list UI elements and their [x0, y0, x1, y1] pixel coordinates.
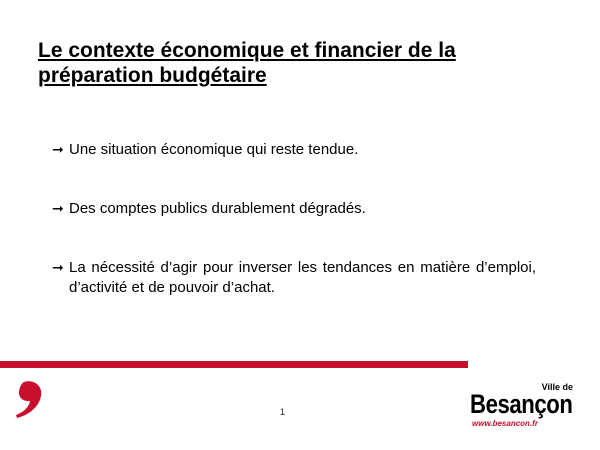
logo-url: www.besancon.fr — [472, 419, 538, 428]
bullet-item — [52, 140, 536, 160]
besancon-logo[interactable] — [468, 382, 583, 432]
page-number: 1 — [280, 407, 286, 417]
footer-red-bar — [0, 361, 468, 368]
slide-title-line-2: préparation budgétaire — [38, 64, 267, 87]
arrow-right-icon: ➞ — [52, 201, 64, 217]
bullet-list — [52, 140, 536, 298]
slide-title-line-1: Le contexte économique et financier de la — [38, 39, 456, 62]
logo-city-name: Besançon — [470, 389, 573, 419]
bullet-text: La nécessité d’agir pour inverser les tendances en matière d’emploi, d’activité et de pouvoir d’achat. — [69, 259, 536, 296]
bullet-text: Une situation économique qui reste tendue. — [69, 141, 359, 158]
arrow-right-icon: ➞ — [52, 142, 64, 158]
bullet-item — [52, 199, 536, 219]
logo-ville-de: Ville de — [541, 382, 573, 392]
red-comma-icon — [12, 380, 46, 420]
bullet-text: Des comptes publics durablement dégradés. — [69, 200, 366, 217]
slide-title — [38, 38, 538, 88]
arrow-right-icon: ➞ — [52, 260, 64, 276]
bullet-item — [52, 258, 536, 298]
